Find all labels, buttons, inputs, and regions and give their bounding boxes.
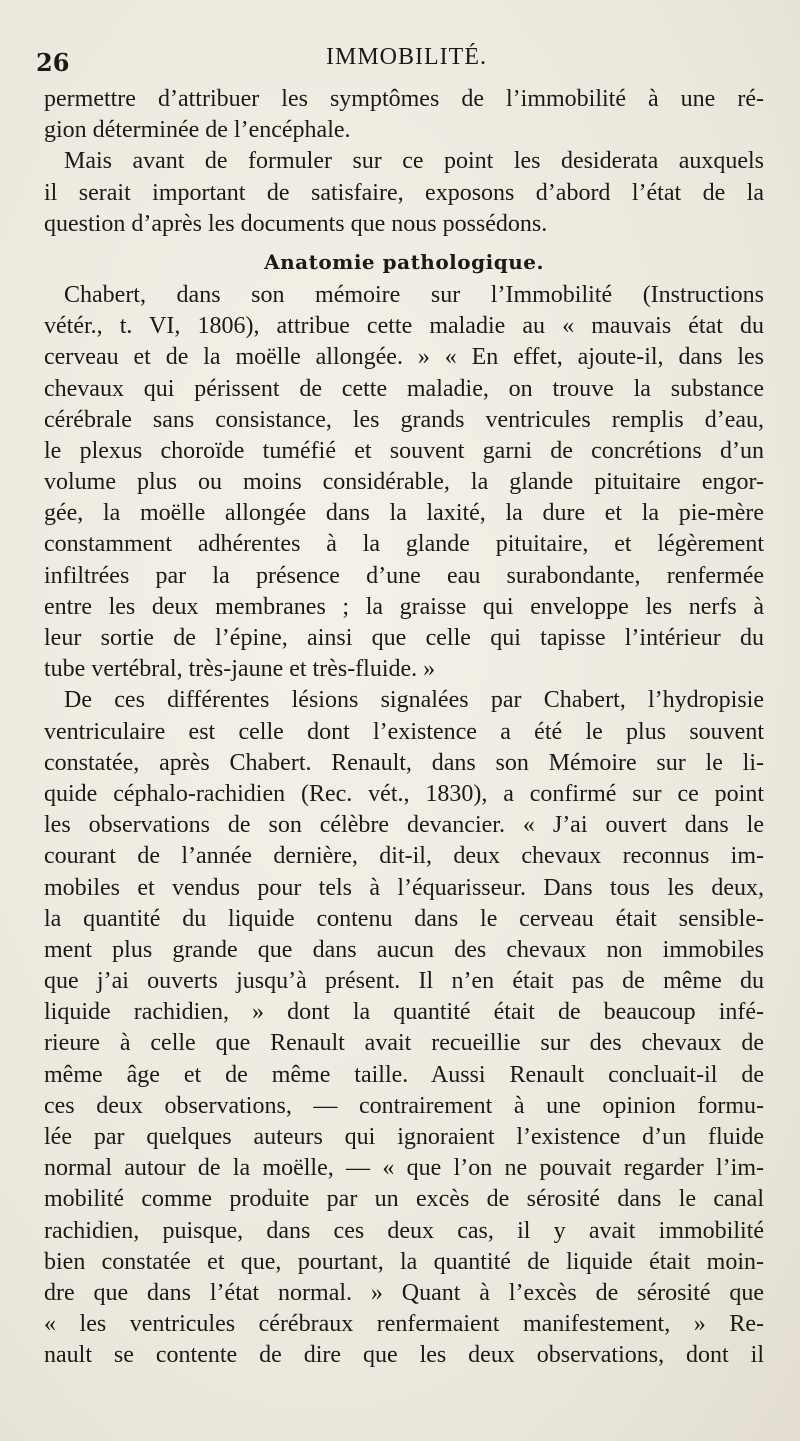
running-title: IMMOBILITÉ. (326, 44, 487, 70)
text-line: constatée, après Chabert. Renault, dans son Mémoire sur le li- (44, 749, 764, 776)
text-line: liquide rachidien, » dont la quantité était de beaucoup infé- (44, 999, 764, 1026)
text-line: le plexus choroïde tuméfié et souvent garni de concrétions d’un (44, 437, 764, 464)
section-heading: Anatomie pathologique. (264, 249, 544, 274)
text-line: permettre d’attribuer les symptômes de l’immobilité à une ré- (44, 86, 764, 112)
text-line: ces deux observations, — contrairement à une opinion formu- (44, 1092, 764, 1119)
text-line: lée par quelques auteurs qui ignoraient l’existence d’un fluide (44, 1124, 764, 1150)
text-line: question d’après les documents que nous possédons. (44, 210, 548, 237)
text-line: ventriculaire est celle dont l’existence a été le plus souvent (44, 718, 764, 745)
text-line: cérébrale sans consistance, les grands ventricules remplis d’eau, (44, 406, 764, 433)
text-line: les observations de son célèbre devancier. « J’ai ouvert dans le (44, 812, 764, 839)
text-line: gion déterminée de l’encéphale. (44, 117, 351, 144)
text-line: rieure à celle que Renault avait recueillie sur des chevaux de (44, 1030, 764, 1057)
text-line: entre les deux membranes ; la graisse qui enveloppe les nerfs à (44, 593, 764, 620)
text-line: nault se contente de dire que les deux observations, dont il (44, 1342, 764, 1369)
text-line: Mais avant de formuler sur ce point les desiderata auxquels (64, 148, 764, 175)
text-line: infiltrées par la présence d’une eau surabondante, renfermée (44, 562, 764, 589)
text-line: ment plus grande que dans aucun des chevaux non immobiles (44, 936, 764, 963)
page-header (36, 42, 776, 78)
text-line: dre que dans l’état normal. » Quant à l’excès de sérosité que (44, 1279, 764, 1306)
text-line: tube vertébral, très-jaune et très-fluide. » (44, 656, 436, 683)
text-line: chevaux qui périssent de cette maladie, on trouve la substance (44, 375, 764, 402)
text-line: bien constatée et que, pourtant, la quantité de liquide était moin- (44, 1248, 764, 1275)
text-line: que j’ai ouverts jusqu’à présent. Il n’en était pas de même du (44, 968, 764, 995)
page-number: 26 (36, 48, 70, 77)
text-line: normal autour de la moëlle, — « que l’on ne pouvait regarder l’im- (44, 1155, 764, 1182)
text-line: même âge et de même taille. Aussi Renault concluait-il de (44, 1061, 764, 1088)
text-line: mobiles et vendus pour tels à l’équarisseur. Dans tous les deux, (44, 874, 764, 901)
text-line: mobilité comme produite par un excès de sérosité dans le canal (44, 1186, 764, 1213)
text-line: « les ventricules cérébraux renfermaient manifestement, » Re- (44, 1311, 764, 1338)
text-line: la quantité du liquide contenu dans le cerveau était sensible- (44, 905, 764, 932)
text-line: courant de l’année dernière, dit-il, deux chevaux reconnus im- (44, 843, 764, 870)
text-line: il serait important de satisfaire, exposons d’abord l’état de la (44, 179, 764, 206)
text-line: gée, la moëlle allongée dans la laxité, la dure et la pie-mère (44, 500, 764, 527)
body-text (44, 84, 764, 1372)
text-line: rachidien, puisque, dans ces deux cas, il y avait immobilité (44, 1217, 764, 1244)
text-line: constamment adhérentes à la glande pituitaire, et légèrement (44, 531, 764, 558)
text-line: Chabert, dans son mémoire sur l’Immobilité (Instructions (64, 281, 764, 308)
text-line: cerveau et de la moëlle allongée. » « En effet, ajoute-il, dans les (44, 344, 764, 371)
text-line: vétér., t. VI, 1806), attribue cette maladie au « mauvais état du (44, 313, 764, 340)
text-line: leur sortie de l’épine, ainsi que celle qui tapisse l’intérieur du (44, 625, 764, 651)
text-line: volume plus ou moins considérable, la glande pituitaire engor- (44, 469, 764, 496)
text-line: De ces différentes lésions signalées par Chabert, l’hydropisie (64, 687, 764, 714)
text-line: quide céphalo-rachidien (Rec. vét., 1830), a confirmé sur ce point (44, 780, 764, 807)
